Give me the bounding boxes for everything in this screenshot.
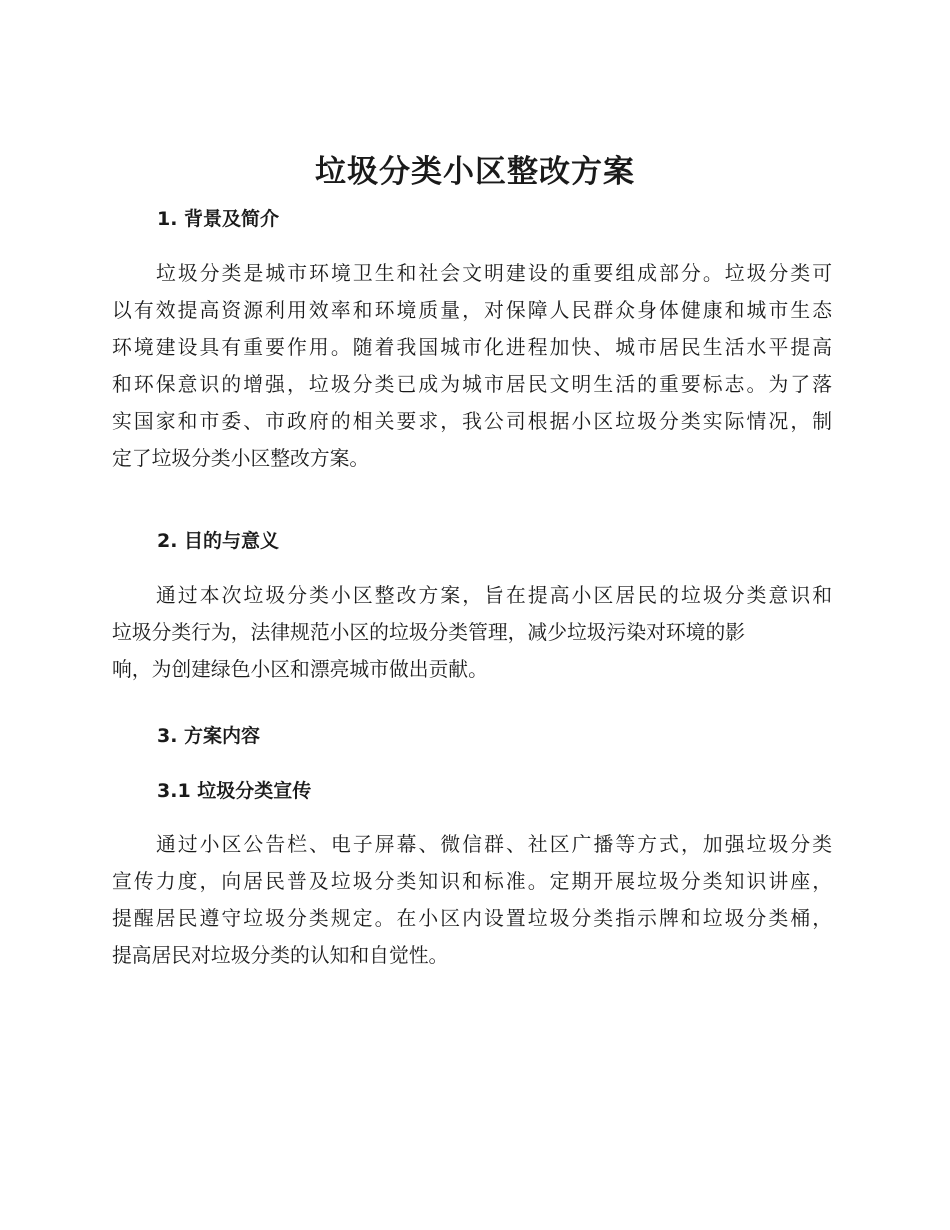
paragraph-line: 响，为创建绿色小区和漂亮城市做出贡献。 bbox=[112, 658, 488, 681]
paragraph-line: 定了垃圾分类小区整改方案。 bbox=[112, 447, 370, 470]
paragraph-line: 实国家和市委、市政府的相关要求，我公司根据小区垃圾分类实际情况，制 bbox=[112, 410, 832, 433]
paragraph-line: 垃圾分类是城市环境卫生和社会文明建设的重要组成部分。垃圾分类可 bbox=[156, 262, 832, 285]
paragraph-line: 通过本次垃圾分类小区整改方案，旨在提高小区居民的垃圾分类意识和 bbox=[156, 584, 832, 607]
paragraph-purpose bbox=[112, 577, 832, 688]
document-title: 垃圾分类小区整改方案 bbox=[315, 154, 635, 190]
paragraph-line: 宣传力度，向居民普及垃圾分类知识和标准。定期开展垃圾分类知识讲座， bbox=[112, 870, 832, 893]
section-heading-purpose: 2. 目的与意义 bbox=[157, 530, 280, 552]
paragraph-line: 环境建设具有重要作用。随着我国城市化进程加快、城市居民生活水平提高 bbox=[112, 336, 832, 359]
paragraph-line: 通过小区公告栏、电子屏幕、微信群、社区广播等方式，加强垃圾分类 bbox=[156, 833, 832, 856]
section-heading-plan-content: 3. 方案内容 bbox=[157, 725, 261, 747]
paragraph-line: 垃圾分类行为，法律规范小区的垃圾分类管理，减少垃圾污染对环境的影 bbox=[112, 621, 746, 644]
section-heading-background: 1. 背景及简介 bbox=[157, 208, 280, 230]
section-heading-publicity: 3.1 垃圾分类宣传 bbox=[157, 780, 312, 802]
paragraph-publicity bbox=[112, 826, 832, 974]
paragraph-line: 提醒居民遵守垃圾分类规定。在小区内设置垃圾分类指示牌和垃圾分类桶， bbox=[112, 907, 832, 930]
paragraph-background bbox=[112, 255, 832, 477]
paragraph-line: 以有效提高资源利用效率和环境质量，对保障人民群众身体健康和城市生态 bbox=[112, 299, 832, 322]
paragraph-line: 提高居民对垃圾分类的认知和自觉性。 bbox=[112, 944, 449, 967]
paragraph-line: 和环保意识的增强，垃圾分类已成为城市居民文明生活的重要标志。为了落 bbox=[112, 373, 832, 396]
